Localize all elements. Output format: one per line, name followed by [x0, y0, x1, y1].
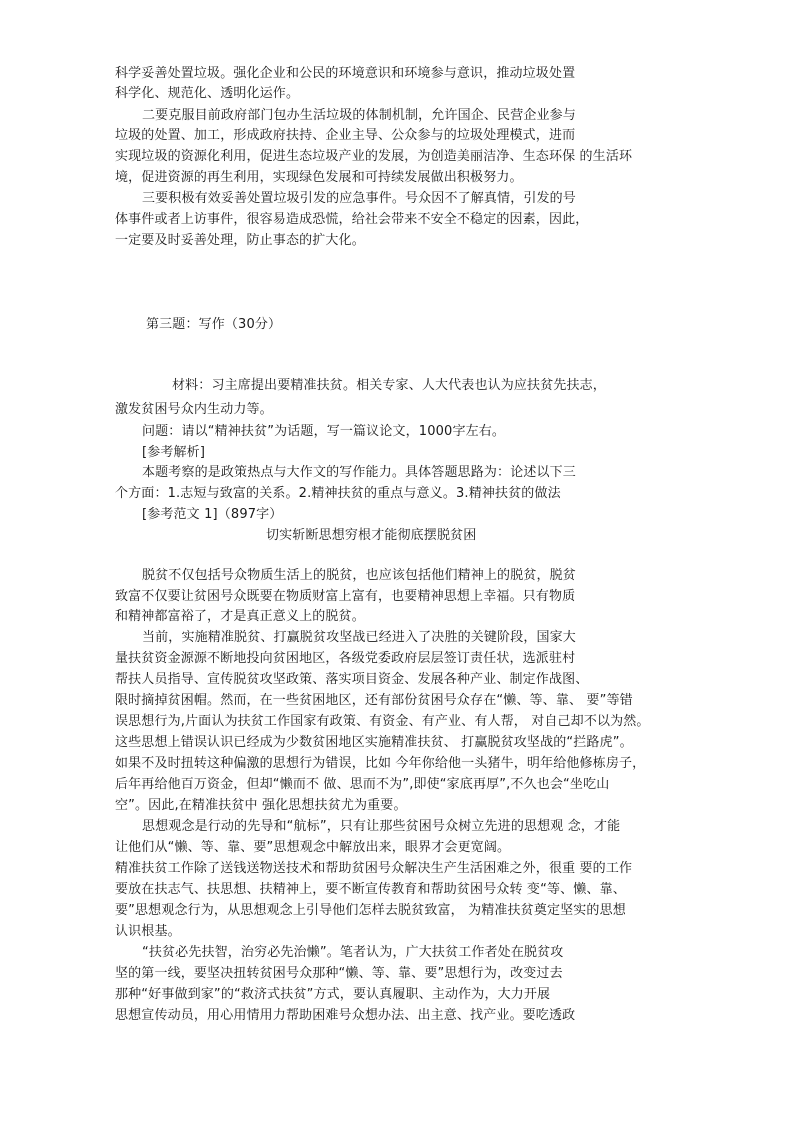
paragraph-line: 认识根基。 — [115, 924, 181, 939]
paragraph-line: 脱贫不仅包括号众物质生活上的脱贫，也应该包括他们精神上的脱贫，脱贫 — [142, 568, 576, 583]
essay-title: 切实斩断思想穷根才能彻底摆脱贫困 — [266, 528, 477, 543]
paragraph-line: 精准扶贫工作除了送钱送物送技术和帮助贫困号众解决生产生活困难之外，很重 要的工作 — [115, 861, 633, 876]
paragraph-line: 二要克服目前政府部门包办生活垃圾的体制机制，允许国企、民营企业参与 — [142, 108, 576, 123]
paragraph-line: 要放在扶志气、扶思想、扶精神上，要不断宣传教育和帮助贫困号众转 变“等、懒、靠、 — [115, 882, 626, 897]
paragraph-line: 限时摘掉贫困帽。然而，在一些贫困地区，还有部份贫困号众存在“懒、等、靠、 要”等错 — [115, 693, 633, 708]
paragraph-line: 思想观念是行动的先导和“航标”，只有让那些贫困号众树立先进的思想观 念，才能 — [142, 819, 621, 834]
paragraph-line: 实现垃圾的资源化利用，促进生态垃圾产业的发展，为创造美丽洁净、生态环保 的生活环 — [115, 149, 633, 164]
paragraph-line: 如果不及时扭转这种偏激的思想行为错误，比如 今年你给他一头猪牛，明年给他修栋房子， — [115, 756, 646, 771]
paragraph-line: 思想宣传动员，用心用情用力帮助困难号众想办法、出主意、找产业。要吃透政 — [115, 1008, 576, 1023]
paragraph-line: 问题：请以“精神扶贫”为话题，写一篇议论文，1000字左右。 — [142, 424, 506, 439]
paragraph-line: 让他们从“懒、等、靠、要”思想观念中解放出来，眼界才会更宽阔。 — [115, 840, 511, 855]
paragraph-line: 要”思想观念行为，从思想观念上引导他们怎样去脱贫致富， 为精准扶贫奠定坚实的思想 — [115, 903, 626, 918]
paragraph-line: 后年再给他百万资金，但却“懒而不 做、思而不为”,即使“家底再厚”,不久也会“坐吃山 — [115, 777, 610, 792]
paragraph-line: [参考范文 1]（897字） — [142, 507, 283, 522]
paragraph-line: 量扶贫资金源源不断地投向贫困地区，各级党委政府层层签订责任状，选派驻村 — [115, 651, 576, 666]
paragraph-line: 空”。因此,在精准扶贫中 强化思想扶贫尤为重要。 — [115, 798, 407, 813]
paragraph-line: 激发贫困号众内生动力等。 — [115, 402, 273, 417]
paragraph-line: [参考解析] — [142, 445, 206, 460]
paragraph-line: 和精神都富裕了，才是真正意义上的脱贫。 — [115, 609, 365, 624]
question-heading: 第三题：写作（30分） — [146, 317, 282, 332]
paragraph-line: 致富不仅要让贫困号众既要在物质财富上富有，也要精神思想上幸福。只有物质 — [115, 589, 576, 604]
paragraph-line: 三要积极有效妥善处置垃圾引发的应急事件。号众因不了解真情，引发的号 — [142, 191, 576, 206]
paragraph-line: 境，促进资源的再生利用，实现绿色发展和可持续发展做出积极努力。 — [115, 170, 523, 185]
paragraph-line: “扶贫必先扶智，治穷必先治懒”。笔者认为，广大扶贫工作者处在脱贫攻 — [142, 945, 564, 960]
paragraph-line: 垃圾的处置、加工，形成政府扶持、企业主导、公众参与的垃圾处理模式，进而 — [115, 128, 576, 143]
paragraph-line: 材料：习主席提出要精准扶贫。相关专家、人大代表也认为应扶贫先扶志， — [172, 378, 606, 393]
paragraph-line: 科学化、规范化、透明化运作。 — [115, 86, 300, 101]
paragraph-line: 当前，实施精准脱贫、打赢脱贫攻坚战已经进入了决胜的关键阶段，国家大 — [142, 630, 576, 645]
paragraph-line: 误思想行为,片面认为扶贫工作国家有政策、有资金、有产业、有人帮， 对自己却不以为然。 — [115, 714, 650, 729]
paragraph-line: 帮扶人员指导、宣传脱贫攻坚政策、落实项目资金、发展各种产业、制定作战图、 — [115, 672, 589, 687]
paragraph-line: 个方面：1.志短与致富的关系。2.精神扶贫的重点与意义。3.精神扶贫的做法 — [115, 486, 561, 501]
paragraph-line: 坚的第一线，要坚决扭转贫困号众那种“懒、等、靠、要”思想行为，改变过去 — [115, 966, 563, 981]
paragraph-line: 这些思想上错误认识已经成为少数贫困地区实施精准扶贫、 打赢脱贫攻坚战的“拦路虎”。 — [115, 735, 633, 750]
paragraph-line: 科学妥善处置垃圾。强化企业和公民的环境意识和环境参与意识，推动垃圾处置 — [115, 66, 576, 81]
paragraph-line: 本题考察的是政策热点与大作文的写作能力。具体答题思路为：论述以下三 — [142, 465, 576, 480]
paragraph-line: 那种“好事做到家”的“救济式扶贫”方式，要认真履职、主动作为，大力开展 — [115, 987, 551, 1002]
paragraph-line: 体事件或者上访事件，很容易造成恐慌，给社会带来不安全不稳定的因素，因此， — [115, 212, 589, 227]
paragraph-line: 一定要及时妥善处理，防止事态的扩大化。 — [115, 233, 365, 248]
